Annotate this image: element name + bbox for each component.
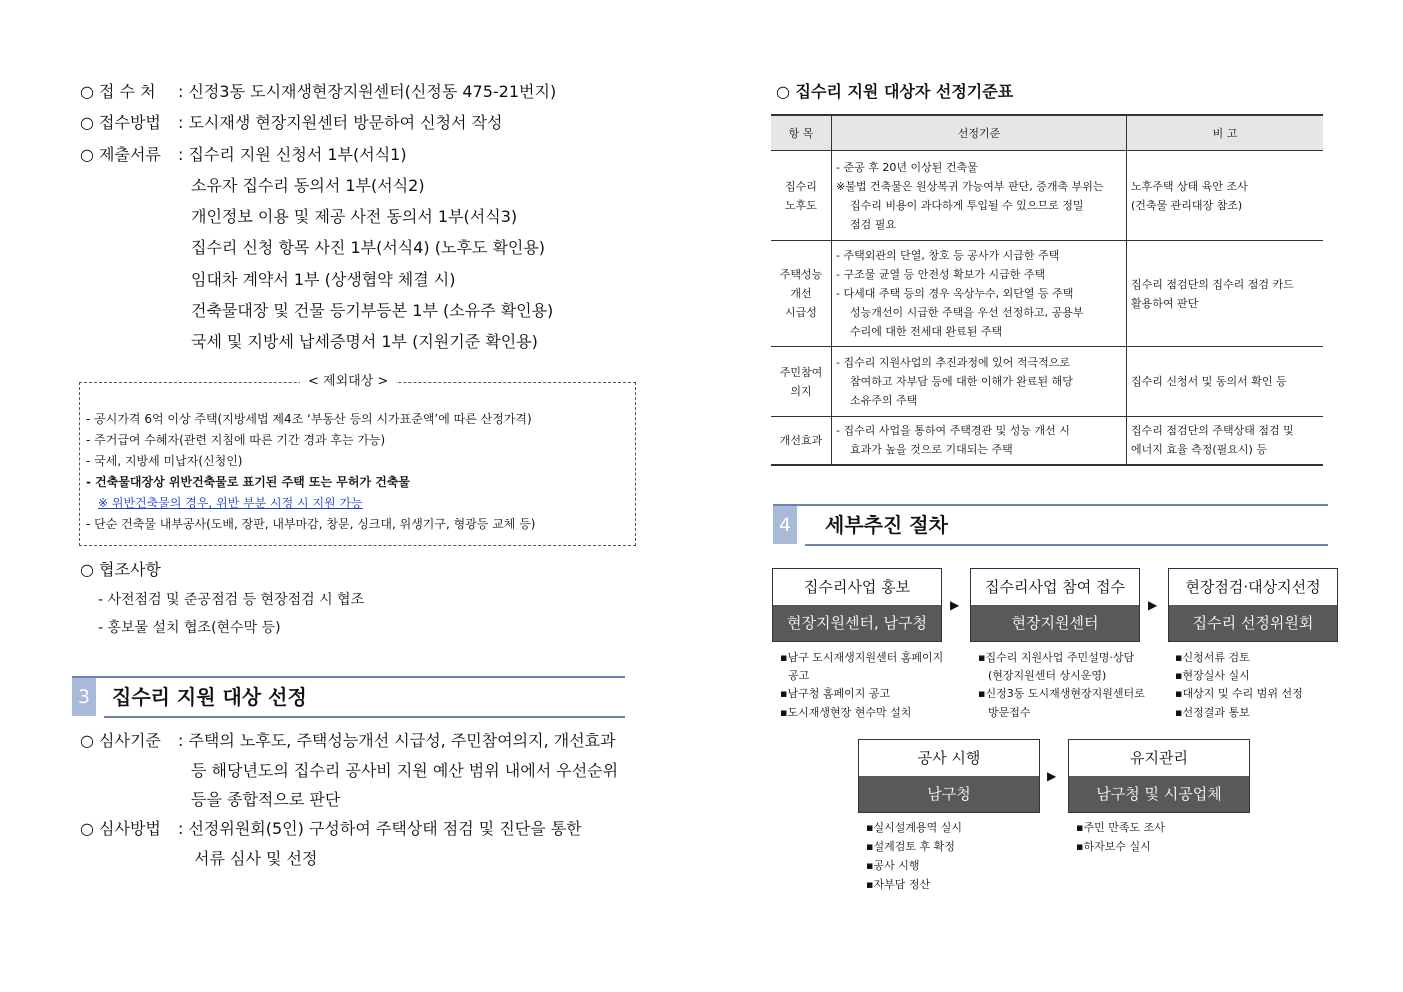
- row-note: 노후주택 상태 육안 조사 (건축물 관리대장 참조): [1127, 151, 1324, 241]
- flow-note: ▪대상지 및 수리 범위 선정: [1175, 687, 1303, 700]
- coop-line: - 홍보물 설치 협조(현수막 등): [98, 620, 281, 636]
- exclusion-line: - 주거급여 수혜자(관련 지침에 따른 기간 경과 후는 가능): [86, 433, 386, 447]
- row-item: 주민참여 의지: [771, 347, 832, 417]
- flow-step-owner: 남구청: [859, 776, 1039, 812]
- table-title: ○ 집수리 지원 대상자 선정기준표: [776, 82, 1014, 101]
- doc-item: 임대차 계약서 1부 (상생협약 체결 시): [191, 270, 456, 289]
- section-title: 세부추진 절차: [825, 513, 948, 537]
- exclusion-line: - 공시가격 6억 이상 주택(지방세법 제4조 ‘부동산 등의 시가표준액’에 따른 산정가격): [86, 412, 532, 426]
- field-label: ○ 접 수 처: [80, 82, 156, 101]
- row-criteria: - 준공 후 20년 이상된 건축물 ※불법 건축물은 원상복귀 가능여부 판단, 증개축 부위는 집수리 비용이 과다하게 투입될 수 있으므로 정밀 점검 필요: [832, 151, 1127, 241]
- flow-step-owner: 집수리 선정위원회: [1169, 605, 1337, 641]
- flow-note: ▪도시재생현장 현수막 설치: [780, 706, 912, 719]
- row-item: 개선효과: [771, 417, 832, 465]
- table-row: [771, 417, 1323, 465]
- table-row: [771, 241, 1323, 347]
- header-item: 항 목: [771, 115, 832, 151]
- arrow-right-icon: ▶: [1148, 598, 1158, 612]
- flow-step-title: 집수리사업 홍보: [773, 569, 941, 605]
- doc-item: 건축물대장 및 건물 등기부등본 1부 (소유주 확인용): [191, 301, 554, 320]
- review-label: ○ 심사기준: [80, 731, 161, 750]
- flow-note: ▪공사 시행: [866, 859, 920, 872]
- row-item: 주택성능 개선 시급성: [771, 241, 832, 347]
- row-note: 집수리 점검단의 주택상태 점검 및 에너지 효율 측정(필요시) 등: [1127, 417, 1324, 465]
- flow-step-title: 현장점검·대상지선정: [1169, 569, 1337, 605]
- doc-item: 집수리 신청 항목 사진 1부(서식4) (노후도 확인용): [191, 238, 546, 257]
- flow-note: (현장지원센터 상시운영): [988, 669, 1107, 682]
- arrow-right-icon: ▶: [1047, 769, 1057, 783]
- table-row: [771, 151, 1323, 241]
- review-line: 등 해당년도의 집수리 공사비 지원 예산 범위 내에서 우선순위: [191, 761, 619, 780]
- info-receipt-place: [80, 82, 156, 102]
- flow-step-maintenance: [1068, 739, 1250, 813]
- row-note: 집수리 점검단의 집수리 점검 카드 활용하여 판단: [1127, 241, 1324, 347]
- flow-step-application: [970, 568, 1140, 642]
- section-title: 집수리 지원 대상 선정: [112, 685, 307, 709]
- review-line: : 주택의 노후도, 주택성능개선 시급성, 주민참여의지, 개선효과: [178, 731, 616, 750]
- review-label: ○ 심사방법: [80, 819, 161, 838]
- flow-note: ▪설계검토 후 확정: [866, 840, 955, 853]
- row-item: 집수리 노후도: [771, 151, 832, 241]
- flow-step-owner: 현장지원센터: [971, 605, 1139, 641]
- flow-note: ▪선정결과 통보: [1175, 706, 1250, 719]
- section-underline: [805, 544, 1328, 546]
- flow-note: ▪현장실사 실시: [1175, 669, 1250, 682]
- flow-step-owner: 남구청 및 시공업체: [1069, 776, 1249, 812]
- coop-line: - 사전점검 및 준공점검 등 현장점검 시 협조: [98, 592, 365, 608]
- flow-step-title: 공사 시행: [859, 740, 1039, 776]
- exclusion-note-link[interactable]: ※ 위반건축물의 경우, 위반 부분 시정 시 지원 가능: [98, 496, 363, 510]
- review-line: : 선정위원회(5인) 구성하여 주택상태 점검 및 진단을 통한: [178, 819, 582, 838]
- flow-note: ▪남구청 홈페이지 공고: [780, 687, 891, 700]
- doc-item: 개인정보 이용 및 제공 사전 동의서 1부(서식3): [191, 207, 518, 226]
- field-label: ○ 접수방법: [80, 113, 161, 132]
- flow-note: 공고: [788, 669, 810, 682]
- review-line: 서류 심사 및 선정: [194, 849, 318, 868]
- flow-step-title: 유지관리: [1069, 740, 1249, 776]
- flow-note: 방문접수: [988, 706, 1031, 719]
- flow-note: ▪하자보수 실시: [1076, 840, 1151, 853]
- flow-step-promotion: [772, 568, 942, 642]
- header-criteria: 선정기준: [832, 115, 1127, 151]
- flow-note: ▪신정3동 도시재생현장지원센터로: [978, 687, 1145, 700]
- field-label: ○ 제출서류: [80, 145, 161, 164]
- flow-note: ▪집수리 지원사업 주민설명·상담: [978, 651, 1135, 664]
- doc-item: 소유자 집수리 동의서 1부(서식2): [191, 176, 425, 195]
- coop-title: ○ 협조사항: [80, 560, 161, 579]
- header-note: 비 고: [1127, 115, 1324, 151]
- section-underline: [104, 716, 625, 718]
- field-value: : 신정3동 도시재생현장지원센터(신정동 475-21번지): [178, 82, 557, 101]
- section-number: 3: [72, 678, 96, 716]
- field-value: : 집수리 지원 신청서 1부(서식1): [178, 145, 407, 164]
- exclusion-line: - 단순 건축물 내부공사(도배, 장판, 내부마감, 창문, 싱크대, 위생기구, 형광등 교체 등): [86, 517, 536, 531]
- flow-note: ▪자부담 정산: [866, 878, 931, 891]
- flow-step-title: 집수리사업 참여 접수: [971, 569, 1139, 605]
- row-criteria: - 주택외관의 단열, 창호 등 공사가 시급한 주택 - 구조물 균열 등 안전성 확보가 시급한 주택 - 다세대 주택 등의 경우 옥상누수, 외단열 등 주택 성능개선이 시급한 주택을 우선 선정하고, 공용부 수리에 대한 전세대 완료된 주택: [832, 241, 1127, 347]
- flow-step-construction: [858, 739, 1040, 813]
- exclusion-title: < 제외대상 >: [300, 372, 396, 392]
- flow-step-selection: [1168, 568, 1338, 642]
- flow-note: ▪주민 만족도 조사: [1076, 821, 1165, 834]
- exclusion-line: - 국세, 지방세 미납자(신청인): [86, 454, 243, 468]
- flow-note: ▪남구 도시재생지원센터 홈페이지: [780, 651, 944, 664]
- flow-note: ▪실시설계용역 실시: [866, 821, 962, 834]
- exclusion-line: - 건축물대장상 위반건축물로 표기된 주택 또는 무허가 건축물: [86, 475, 411, 489]
- row-criteria: - 집수리 지원사업의 추진과정에 있어 적극적으로 참여하고 자부담 등에 대한 이해가 완료된 해당 소유주의 주택: [832, 347, 1127, 417]
- table-row: [771, 347, 1323, 417]
- flow-note: ▪신청서류 검토: [1175, 651, 1250, 664]
- flow-step-owner: 현장지원센터, 남구청: [773, 605, 941, 641]
- criteria-table: [771, 114, 1323, 466]
- row-note: 집수리 신청서 및 동의서 확인 등: [1127, 347, 1324, 417]
- section-number: 4: [773, 506, 797, 544]
- arrow-right-icon: ▶: [950, 598, 960, 612]
- table-header-row: [771, 115, 1323, 151]
- doc-item: 국세 및 지방세 납세증명서 1부 (지원기준 확인용): [191, 332, 538, 351]
- field-value: : 도시재생 현장지원센터 방문하여 신청서 작성: [178, 113, 503, 132]
- review-line: 등을 종합적으로 판단: [191, 790, 341, 809]
- row-criteria: - 집수리 사업을 통하여 주택경관 및 성능 개선 시 효과가 높을 것으로 기대되는 주택: [832, 417, 1127, 465]
